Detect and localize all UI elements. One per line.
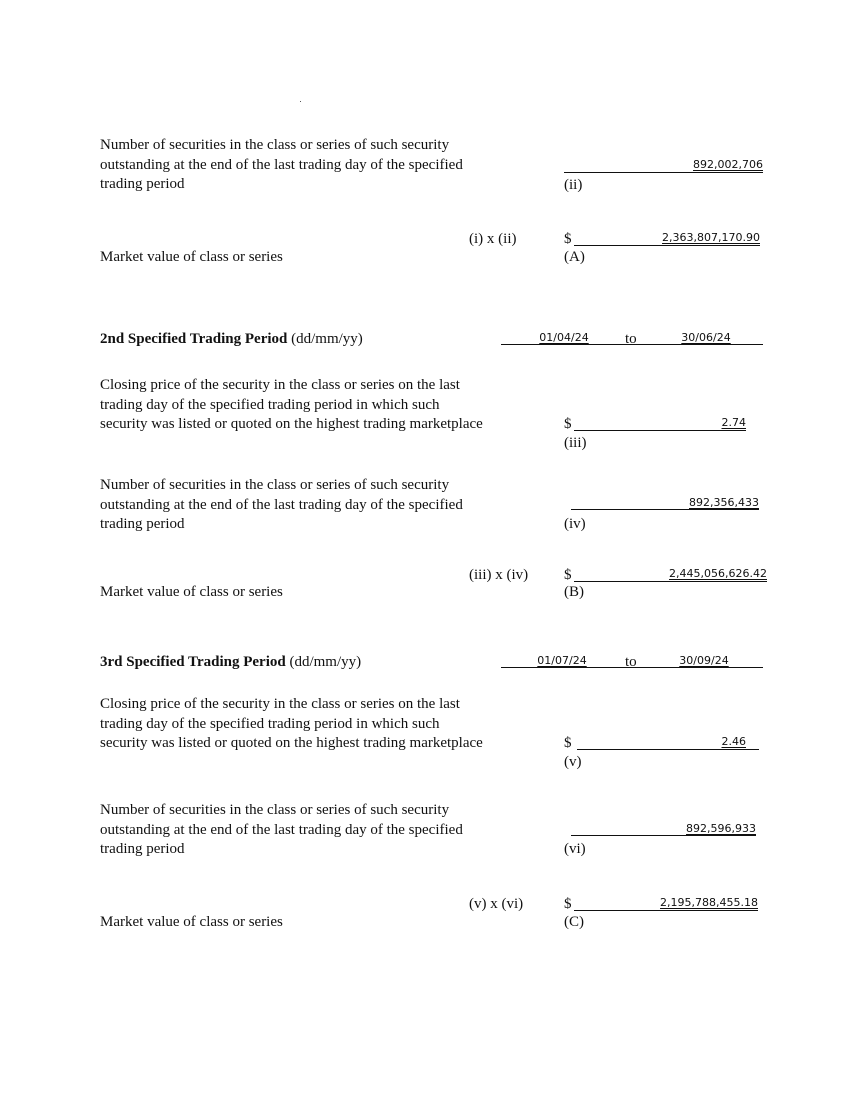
s3-date-to: 30/09/24 [679, 654, 729, 667]
s2-num-value: 892,356,433 [689, 496, 759, 509]
s2-heading-format: (dd/mm/yy) [291, 331, 363, 347]
s3-formula: (v) x (vi) [469, 896, 524, 912]
s3-close-dollar: $ [564, 735, 572, 751]
s1-num-line [564, 172, 763, 173]
s3-close-line [577, 749, 759, 750]
s3-mv-line [574, 910, 758, 911]
s3-num-ref: (vi) [564, 841, 586, 857]
s2-num-line [571, 509, 759, 510]
s3-mv-value: 2,195,788,455.18 [660, 896, 758, 909]
s3-date-from: 01/07/24 [537, 654, 587, 667]
s3-close-ref: (v) [564, 754, 582, 770]
s2-heading-title: 2nd Specified Trading Period [100, 331, 288, 347]
s2-mv-label: Market value of class or series [100, 584, 283, 600]
s1-mv-value: 2,363,807,170.90 [662, 231, 760, 244]
s1-num-ref: (ii) [564, 177, 583, 193]
s1-mv-label: Market value of class or series [100, 249, 283, 265]
s2-mv-dollar: $ [564, 567, 572, 583]
s2-date-to: 30/06/24 [681, 331, 731, 344]
s3-close-value: 2.46 [721, 735, 746, 748]
s3-close-desc: Closing price of the security in the class or series on the last trading day of the specified trading period in which such security was listed or quoted on the highest trading marketplace [100, 696, 483, 751]
scan-speck [300, 101, 301, 102]
s3-heading-format: (dd/mm/yy) [289, 654, 362, 670]
s2-heading [100, 330, 363, 350]
s3-num-line [571, 835, 756, 836]
s2-close-value: 2.74 [721, 416, 746, 429]
s1-dollar-sign: $ [564, 231, 572, 247]
s2-close-ref: (iii) [564, 435, 587, 451]
s3-num-value: 892,596,933 [686, 822, 756, 835]
s3-heading-title: 3rd Specified Trading Period [100, 654, 286, 670]
s1-mv-line [574, 245, 760, 246]
s3-mv-ref: (C) [564, 914, 584, 930]
s3-to-word: to [625, 654, 637, 670]
s2-num-desc: Number of securities in the class or series of such security outstanding at the end of the last trading day of the specified trading period [100, 477, 463, 532]
s3-heading [100, 653, 361, 673]
s3-num-desc: Number of securities in the class or series of such security outstanding at the end of the last trading day of the specified trading period [100, 802, 463, 857]
s2-close-line [574, 430, 746, 431]
s2-mv-line [574, 581, 767, 582]
s2-date-from: 01/04/24 [539, 331, 589, 344]
s3-mv-label: Market value of class or series [100, 914, 283, 930]
s2-mv-value: 2,445,056,626.42 [669, 567, 767, 580]
s2-close-dollar: $ [564, 416, 572, 432]
s1-num-desc: Number of securities in the class or series of such security outstanding at the end of the last trading day of the specified trading period [100, 137, 463, 192]
s1-num-value: 892,002,706 [693, 158, 763, 171]
s2-formula: (iii) x (iv) [469, 567, 529, 583]
s2-mv-ref: (B) [564, 584, 584, 600]
s1-mv-ref: (A) [564, 249, 585, 265]
s2-close-desc: Closing price of the security in the class or series on the last trading day of the specified trading period in which such security was listed or quoted on the highest trading marketplace [100, 377, 483, 432]
s2-num-ref: (iv) [564, 516, 586, 532]
s2-to-word: to [625, 331, 637, 347]
s1-formula: (i) x (ii) [469, 231, 517, 247]
s3-mv-dollar: $ [564, 896, 572, 912]
